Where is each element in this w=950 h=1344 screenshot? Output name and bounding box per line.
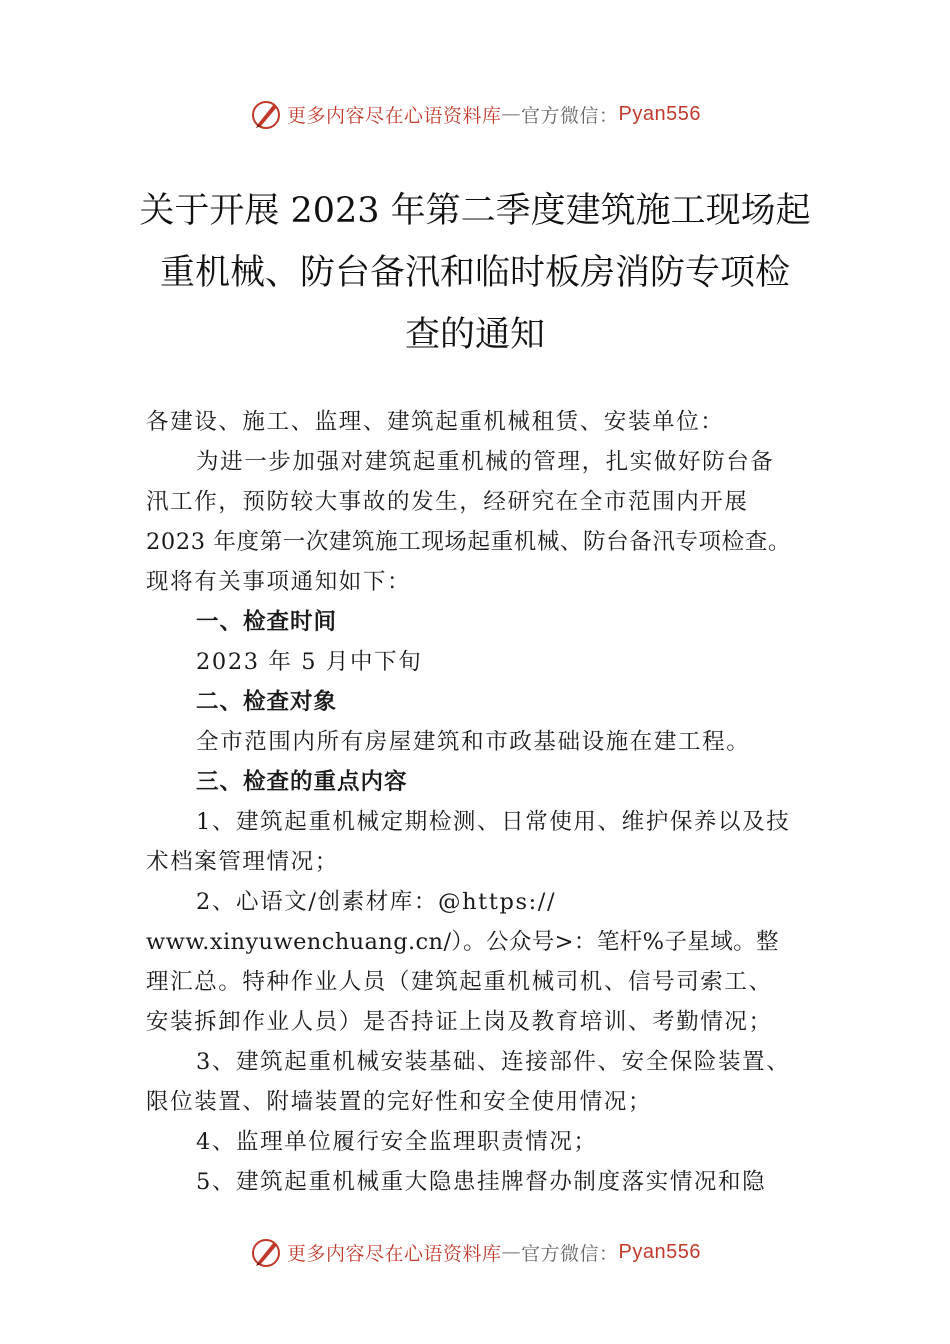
pen-logo-icon (249, 97, 283, 131)
list-item: 2、心语文/创素材库：@https:// (196, 889, 557, 915)
document-body (146, 402, 816, 1202)
section-text: 全市范围内所有房屋建筑和市政基础设施在建工程。 (196, 729, 751, 755)
section-heading: 一、检查时间 (196, 609, 338, 635)
banner-wechat-label: 官方微信： (521, 104, 619, 127)
list-item: 1、建筑起重机械定期检测、日常使用、维护保养以及技 (196, 809, 791, 835)
section-heading: 三、检查的重点内容 (196, 769, 408, 795)
intro-line: 现将有关事项通知如下： (146, 569, 412, 595)
section-text: 2023 年 5 月中下旬 (196, 649, 423, 675)
list-item: 安装拆卸作业人员）是否持证上岗及教育培训、考勤情况； (146, 1009, 773, 1035)
list-item: 限位装置、附墙装置的完好性和安全使用情况； (146, 1089, 653, 1115)
list-item: 5、建筑起重机械重大隐患挂牌督办制度落实情况和隐 (196, 1169, 767, 1195)
pen-logo-icon (249, 1235, 283, 1269)
list-item: 3、建筑起重机械安装基础、连接部件、安全保险装置、 (196, 1049, 791, 1075)
intro-line: 为进一步加强对建筑起重机械的管理，扎实做好防台备 (196, 449, 775, 475)
header-banner (0, 94, 950, 134)
banner-wechat-label: 官方微信： (521, 1242, 619, 1265)
title-line: 关于开展 2023 年第二季度建筑施工现场起 (139, 191, 811, 231)
intro-line: 2023 年度第一次建筑施工现场起重机械、防台备汛专项检查。 (146, 529, 791, 555)
list-item: 术档案管理情况； (146, 849, 339, 875)
banner-wechat-id: Pyan556 (618, 1240, 701, 1263)
banner-brand: 更多内容尽在心语资料库 (287, 104, 502, 127)
list-item: 4、监理单位履行安全监理职责情况； (196, 1129, 598, 1155)
list-item: 理汇总。特种作业人员（建筑起重机械司机、信号司索工、 (146, 969, 773, 995)
footer-banner (0, 1232, 950, 1272)
banner-brand: 更多内容尽在心语资料库 (287, 1242, 502, 1265)
document-title (100, 180, 850, 366)
title-line: 重机械、防台备汛和临时板房消防专项检 (159, 253, 790, 293)
section-heading: 二、检查对象 (196, 689, 338, 715)
banner-wechat-id: Pyan556 (618, 102, 701, 125)
salutation: 各建设、施工、监理、建筑起重机械租赁、安装单位： (146, 409, 725, 435)
list-item: www.xinyuwenchuang.cn/）。公众号>：笔杆%子星域。整 (146, 929, 779, 955)
title-line: 查的通知 (404, 315, 545, 355)
intro-line: 汛工作，预防较大事故的发生，经研究在全市范围内开展 (146, 489, 749, 515)
banner-separator: — (501, 1241, 522, 1263)
banner-separator: — (501, 103, 522, 125)
